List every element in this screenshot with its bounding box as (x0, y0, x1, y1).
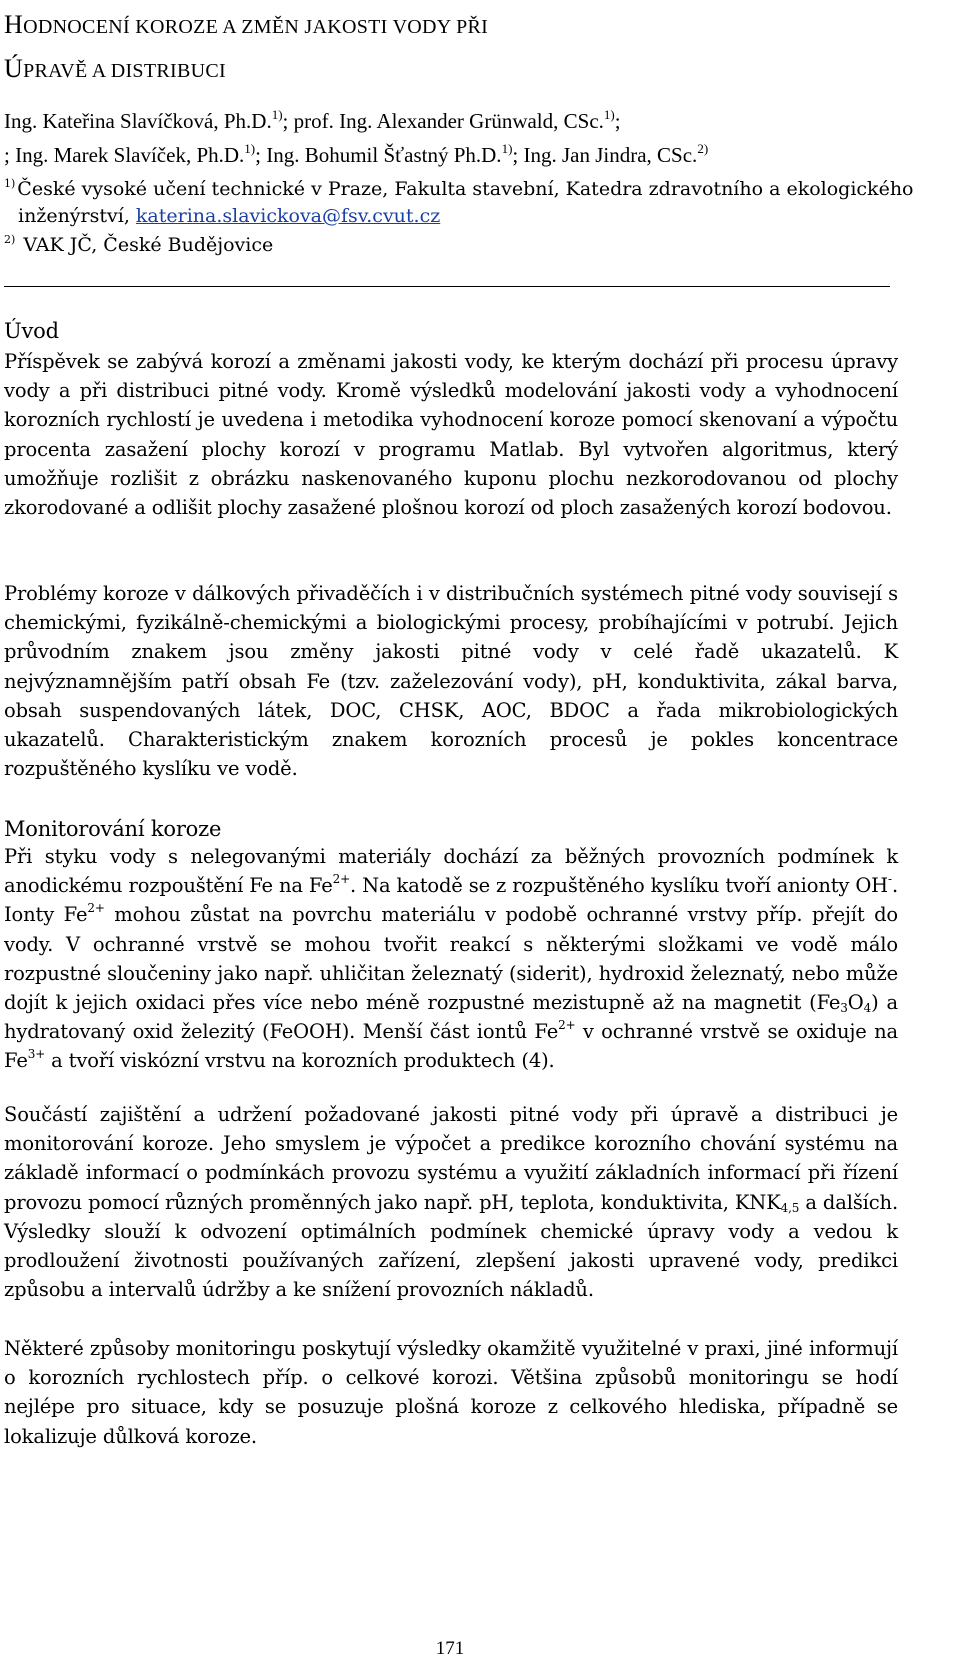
affiliation-1-text: České vysoké učení technické v Praze, Fakulta stavební, Katedra zdravotního a ekologického (17, 178, 914, 200)
author-3-ref: 1) (244, 141, 256, 156)
paragraph-uvod-2: Problémy koroze v dálkových přivaděčích i v distribučních systémech pitné vody souvisejí s chemickými, fyzikálně-chemickými a biologickými procesy, probíhajícími v potrubí. Jejich průvodním znakem jsou změny jakosti pitné vody v celé řadě ukazatelů. K nejvýznamnějším patří obsah Fe (tzv. zaželezování vody), pH, konduktivita, zákal barva, obsah suspendovaných látek, DOC, CHSK, AOC, BDOC a řada mikrobiologických ukazatelů. Charakteristickým znakem korozních procesů je pokles koncentrace rozpuštěného kyslíku ve vodě. (4, 582, 898, 781)
author-4-ref: 1) (501, 141, 513, 156)
author-1: Ing. Kateřina Slavíčková, Ph.D. (4, 109, 272, 133)
author-3: ; Ing. Marek Slavíček, Ph.D. (4, 143, 245, 167)
author-1-ref: 1) (271, 107, 283, 122)
section-heading-uvod: Úvod (4, 319, 59, 343)
paragraph-monitorovani-3: Některé způsoby monitoringu poskytují výsledky okamžitě využitelné v praxi, jiné informují o korozních rychlostech příp. o celkové korozi. Většina způsobů monitoringu se hodí nejlépe pro situace, kdy se posuzuje plošná koroze z celkového hlediska, případně se lokalizuje důlková koroze. (4, 1337, 898, 1448)
affiliation-2-ref: 2) (4, 233, 16, 246)
author-list: Ing. Kateřina Slavíčková, Ph.D.$^{1)}$; prof. Ing. Alexander Grünwald, CSc.$^{1)}$; ; Ing. Marek Slavíček, Ph.D.$^{1)}$; Ing. Bohumil Šťastný Ph.D.$^{1)}$; Ing. Jan Jindra, CSc.$^{2)}$ (4, 107, 709, 167)
affiliation-1-text-cont: inženýrství, (18, 205, 136, 227)
paragraph-monitorovani-2: Součástí zajištění a udržení požadované jakosti pitné vody při úpravě a distribuci je monitorování koroze. Jeho smyslem je výpočet a predikce korozního chování systému na základě informací o podmínkách provozu systému a využití základních informací při řízení provozu pomocí různých proměnných jako např. pH, teplota, konduktivita, $KNK_{4,5}$ a dalších. Výsledky slouží k odvození optimálních podmínek chemické úpravy vody a vedou k prodloužení životnosti používaných zařízení, zlepšení jakosti upravené vody, predikci způsobu a intervalů údržby a ke snížení provozních nákladů. (4, 1103, 898, 1302)
page-number: 171 (435, 1638, 465, 1659)
author-5-ref: 2) (697, 141, 709, 156)
author-4: ; Ing. Bohumil Šťastný Ph.D. (255, 143, 502, 167)
paragraph-uvod-1: Příspěvek se zabývá korozí a změnami jakosti vody, ke kterým dochází při procesu úpravy vody a při distribuci pitné vody. Kromě výsledků modelování jakosti vody a vyhodnocení korozních rychlostí je uvedena i metodika vyhodnocení koroze pomocí skenovaní a výpočtu procenta zasažení plochy korozí v programu Matlab. Byl vytvořen algoritmus, který umožňuje rozlišit z obrázku naskenovaného kuponu plochu nezkorodovanou od plochy zkorodované a odlišit plochy zasažené plošnou korozí od ploch zasažených korozí bodovou. (4, 350, 898, 520)
title-line1: ODNOCENÍ KOROZE A ZMĚN JAKOSTI VODY PŘI (23, 16, 489, 38)
email-link[interactable]: katerina.slavickova@fsv.cvut.cz (135, 205, 441, 227)
title-line2: PRAVĚ A DISTRIBUCI (23, 60, 226, 82)
paper-title (4, 4, 904, 92)
header-divider (4, 286, 890, 287)
affiliation-1 (4, 176, 934, 230)
affiliation-1-ref: 1) (4, 177, 16, 190)
title-cap-u: Ú (4, 54, 24, 83)
affiliation-2 (4, 232, 934, 259)
section-heading-monitorovani: Monitorování koroze (4, 817, 222, 841)
author-5: ; Ing. Jan Jindra, CSc. (512, 143, 698, 167)
author-2: ; prof. Ing. Alexander Grünwald, CSc. (282, 109, 604, 133)
affiliation-2-text: VAK JČ, České Budějovice (23, 234, 274, 256)
title-cap-h: H (4, 10, 24, 39)
paragraph-monitorovani-1: Při styku vody s nelegovanými materiály dochází za běžných provozních podmínek k anodickému rozpouštění Fe na $Fe^{2+}$. Na katodě se z rozpuštěného kyslíku tvoří anionty OH-. Ionty $Fe^{2+}$ mohou zůstat na povrchu materiálu v podobě ochranné vrstvy příp. přejít do vody. V ochranné vrstvě se mohou tvořit reakcí s některými složkami ve vodě málo rozpustné sloučeniny jako např. uhličitan železnatý (siderit), hydroxid železnatý, nebo může dojít k jejich oxidaci přes více nebo méně rozpustné mezistupně až na magnetit $(Fe_3O_4)$ a hydratovaný oxid železitý (FeOOH). Menší část iontů $Fe^{2+}$ v ochranné vrstvě se oxiduje na $Fe^{3+}$ a tvoří viskózní vrstvu na korozních produktech (4). (4, 845, 899, 1073)
author-2-ref: 1) (603, 107, 615, 122)
